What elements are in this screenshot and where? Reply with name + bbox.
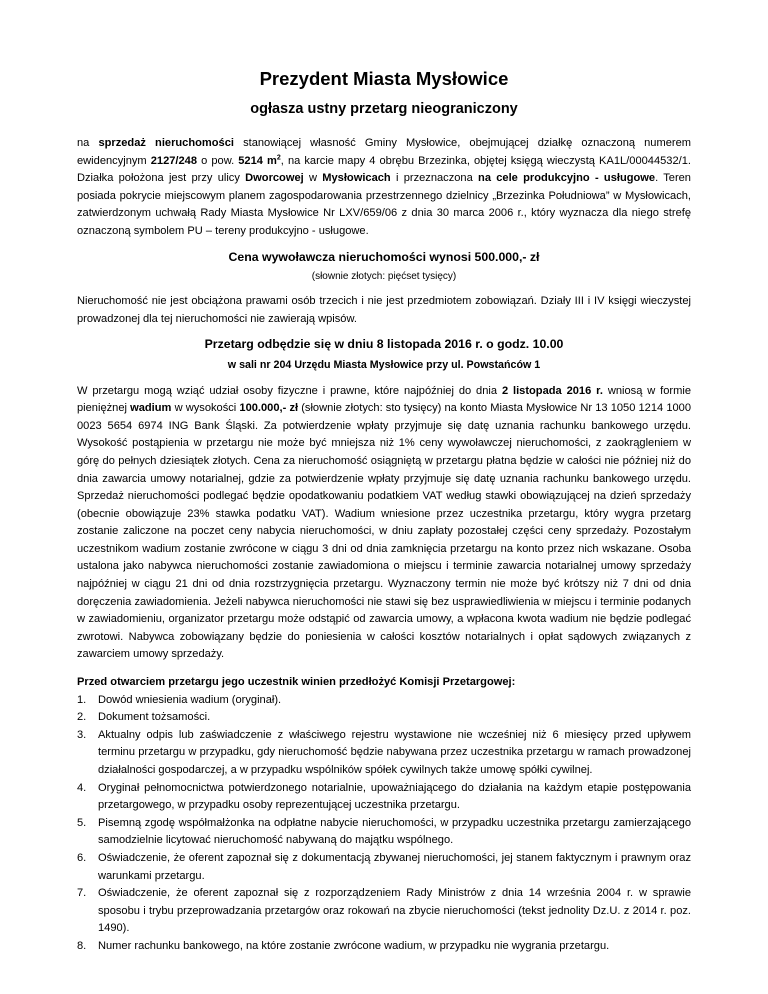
list-item: 8. Numer rachunku bankowego, na które zostanie zwrócone wadium, w przypadku nie wygrania przetargu. <box>77 939 610 952</box>
body-text: wniosą w formie pieniężnej <box>77 384 691 415</box>
list-item: 5. Pisemną zgodę współmałżonka na odpłatne nabycie nieruchomości, w przypadku uczestnika przetargu zamierzającego samodzielnie licytować nieruchomość nabywaną do majątku wspólnego. <box>77 816 691 847</box>
intro-text: w <box>303 172 323 185</box>
intro-text: stanowiącej własność Gminy Mysłowice, obejmującej działkę oznaczoną numerem ewidencyjnym <box>77 137 691 167</box>
intro-bold-sale: sprzedaż nieruchomości <box>98 137 234 149</box>
list-heading: Przed otwarciem przetargu jego uczestnik winien przedłożyć Komisji Przetargowej: <box>77 676 516 689</box>
intro-text: , na karcie mapy 4 obrębu Brzezinka, objętej księgą wieczystą KA1L/00044532/1. Działka położona jest przy ulicy <box>77 154 691 185</box>
body-text: W przetargu mogą wziąć udział osoby fizyczne i prawne, które najpóźniej do dnia <box>77 384 502 397</box>
deposit-amount: 100.000,- zł <box>239 402 299 415</box>
intro-text: . Teren posiada pokrycie miejscowym planem zagospodarowania przestrzennego dzielnicy „Brzezinka Południowa” w Mysłowicach, zatwierdzonym uchwałą Rady Miasta Mysłowice Nr LXV/659/06 z dnia 30 marca 2006 r., który wyznacza dla niego strefę oznaczoną symbolem PU – tereny produkcyjno - usługowe. <box>77 172 691 237</box>
requirements-list <box>77 692 691 956</box>
parcel-number: 2127/248 <box>150 154 198 167</box>
conditions-paragraph <box>77 383 691 665</box>
intro-text: o pow. <box>197 154 239 167</box>
list-item: 4. Oryginał pełnomocnictwa potwierdzonego notarialnie, upoważniającego do działania na każdym etapie postępowania przetargowego, w przypadku osoby reprezentującej uczestnika przetargu. <box>77 781 691 812</box>
encumbrance-paragraph: Nieruchomość nie jest obciążona prawami osób trzecich i nie jest przedmiotem zobowiązań. Działy III i IV księgi wieczystej prowadzonej dla tej nieruchomości nie zawierają wpisów. <box>77 295 691 325</box>
street-name: Dworcowej <box>245 172 304 185</box>
intro-text: na <box>77 137 99 149</box>
body-text: w wysokości <box>171 402 240 415</box>
list-item: 3. Aktualny odpis lub zaświadczenie z właściwego rejestru wystawione nie wcześniej niż 6 miesięcy przed upływem terminu przetargu w przypadku, gdy nieruchomość będzie nabywana przez uczestnika przetargu w ramach prowadzonej działalności gospodarczej, a w przypadku wspólników spółek cywilnych także umowę spółki cywilnej. <box>77 728 691 776</box>
date-heading: Przetarg odbędzie się w dniu 8 listopada 2016 r. o godz. 10.00 <box>204 337 564 352</box>
intro-paragraph <box>77 135 691 241</box>
intro-text: i przeznaczona <box>390 172 479 185</box>
price-in-words: (słownie złotych: pięćset tysięcy) <box>311 271 457 283</box>
list-item: 2. Dokument tożsamości. <box>77 711 211 724</box>
price-heading: Cena wywoławcza nieruchomości wynosi 500.000,- zł <box>228 249 540 264</box>
deposit-word: wadium <box>130 402 172 415</box>
page-title: Prezydent Miasta Mysłowice <box>259 68 509 89</box>
venue-line: w sali nr 204 Urzędu Miasta Mysłowice przy ul. Powstańców 1 <box>227 358 541 371</box>
deposit-deadline: 2 listopada 2016 r. <box>501 384 603 397</box>
land-purpose: na cele produkcyjno - usługowe <box>478 172 656 185</box>
list-item: 6. Oświadczenie, że oferent zapoznał się z dokumentacją zbywanej nieruchomości, jej stanem faktycznym i prawnym oraz warunkami przetargu. <box>77 851 691 882</box>
city-name: Mysłowicach <box>322 172 391 185</box>
parcel-area: 5214 $m^2$ <box>238 153 281 167</box>
list-item: 7. Oświadczenie, że oferent zapoznał się z rozporządzeniem Rady Ministrów z dnia 14 września 2004 r. w sprawie sposobu i trybu przeprowadzania przetargów oraz rokowań na zbycie nieruchomości (tekst jednolity Dz.U. z 2014 r. poz. 1490). <box>77 887 691 935</box>
body-text: (słownie złotych: sto tysięcy) na konto Miasta Mysłowice Nr 13 1050 1214 1000 0023 5654 6974 ING Bank Śląski. Za potwierdzenie wpłaty przyjmuje się datę uznania rachunku bankowego urzędu. Wysokość postąpienia w przetargu nie może być mniejsza niż 1% ceny wywoławczej nieruchomości, z zaokrągleniem w górę do pełnych dziesiątek złotych. Cena za nieruchomość osiągniętą w przetargu płatna będzie w całości nie później niż do dnia zawarcia umowy notarialnej, gdzie za potwierdzenie wpłaty przyjmuje się datę uznania rachunku bankowego urzędu. Sprzedaż nieruchomości podlegać będzie opodatkowaniu podatkiem VAT według stawki obowiązującej na dzień sprzedaży (obecnie obowiązuje 23% stawka podatku VAT). Wadium wniesione przez uczestnika przetargu, który wygra przetarg zostanie zaliczone na poczet ceny nabycia nieruchomości, w dniu zapłaty pozostałej części ceny sprzedaży. Pozostałym uczestnikom wadium zostanie zwrócone w ciągu 3 dni od dnia zamknięcia przetargu na konto przez nich wskazane. Osoba ustalona jako nabywca nieruchomości zostanie zawiadomiona o miejscu i terminie zawarcia notarialnej umowy sprzedaży najpóźniej w ciągu 21 dni od dnia rozstrzygnięcia przetargu. Wyznaczony termin nie może być krótszy niż 7 dni od dnia doręczenia zawiadomienia. Jeżeli nabywca nieruchomości nie stawi się bez usprawiedliwienia w miejscu i terminie podanych w zawiadomieniu, organizator przetargu może odstąpić od zawarcia umowy, a wpłacona kwota wadium nie będzie podlegać zwrotowi. Nabywca zobowiązany będzie do poniesienia w całości kosztów notarialnych i opłat sądowych związanych z zawarciem umowy sprzedaży. <box>77 402 692 661</box>
list-item: 1. Dowód wniesienia wadium (oryginał). <box>77 693 282 706</box>
page-subtitle: ogłasza ustny przetarg nieograniczony <box>250 101 518 117</box>
